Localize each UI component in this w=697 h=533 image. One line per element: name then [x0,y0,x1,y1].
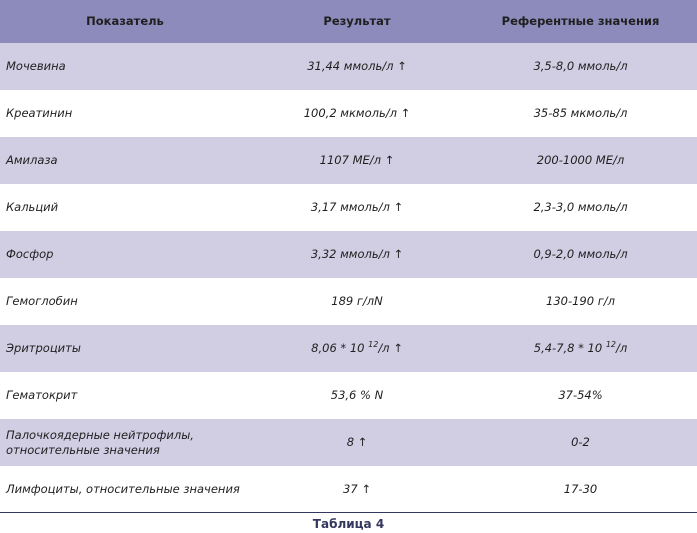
row-result: 37 ↑ [343,482,371,496]
table-row [0,231,697,278]
row-indicator: Эритроциты [6,341,81,355]
row-result: 8 ↑ [346,435,368,449]
table-row [0,137,697,184]
indicator-line: относительные значения [6,442,160,457]
row-result: 1107 МЕ/л ↑ [319,153,395,167]
row-reference: 0,9-2,0 ммоль/л [533,247,628,261]
reference-exponent: 12 [605,340,617,350]
row-reference: 35-85 мкмоль/л [533,106,628,120]
header-reference: Референтные значения [501,14,660,28]
row-result [250,341,464,356]
row-indicator [0,428,250,458]
row-result: 3,32 ммоль/л ↑ [310,247,404,261]
reference-unit: /л [616,341,628,355]
row-result: 189 г/лN [331,294,383,308]
indicator-line: Палочкоядерные нейтрофилы, [6,427,194,442]
table-row [0,184,697,231]
result-exponent: 12 [368,340,379,350]
table-header-row [0,0,697,43]
row-reference: 130-190 г/л [546,294,615,308]
row-reference [464,341,697,356]
table-row [0,372,697,419]
row-result: 31,44 ммоль/л ↑ [307,59,407,73]
header-result: Результат [323,14,391,28]
row-reference: 200-1000 МЕ/л [536,153,625,167]
row-result: 53,6 % N [330,388,384,402]
row-indicator: Гематокрит [6,388,78,402]
table-bottom-rule [0,512,697,513]
table-row [0,278,697,325]
row-indicator: Амилаза [6,153,58,167]
row-indicator: Креатинин [6,106,73,120]
row-reference: 17-30 [563,482,598,496]
row-indicator: Гемоглобин [6,294,78,308]
row-reference: 3,5-8,0 ммоль/л [533,59,628,73]
row-indicator: Мочевина [6,59,66,73]
row-result: 3,17 ммоль/л ↑ [310,200,404,214]
table-row [0,419,697,466]
row-indicator: Лимфоциты, относительные значения [6,482,240,496]
table-row [0,90,697,137]
row-reference: 37-54% [558,388,603,402]
header-indicator: Показатель [86,14,164,28]
result-unit: /л ↑ [378,341,403,355]
row-result: 100,2 мкмоль/л ↑ [303,106,411,120]
table-row [0,466,697,513]
table-row [0,43,697,90]
row-reference: 2,3-3,0 ммоль/л [533,200,628,214]
row-reference: 0-2 [571,435,590,449]
row-indicator: Фосфор [6,247,54,261]
result-base: 8,06 * 10 [311,341,369,355]
table-row [0,325,697,372]
row-indicator: Кальций [6,200,59,214]
table-caption: Таблица 4 [312,517,385,531]
reference-base: 5,4-7,8 * 10 [533,341,606,355]
